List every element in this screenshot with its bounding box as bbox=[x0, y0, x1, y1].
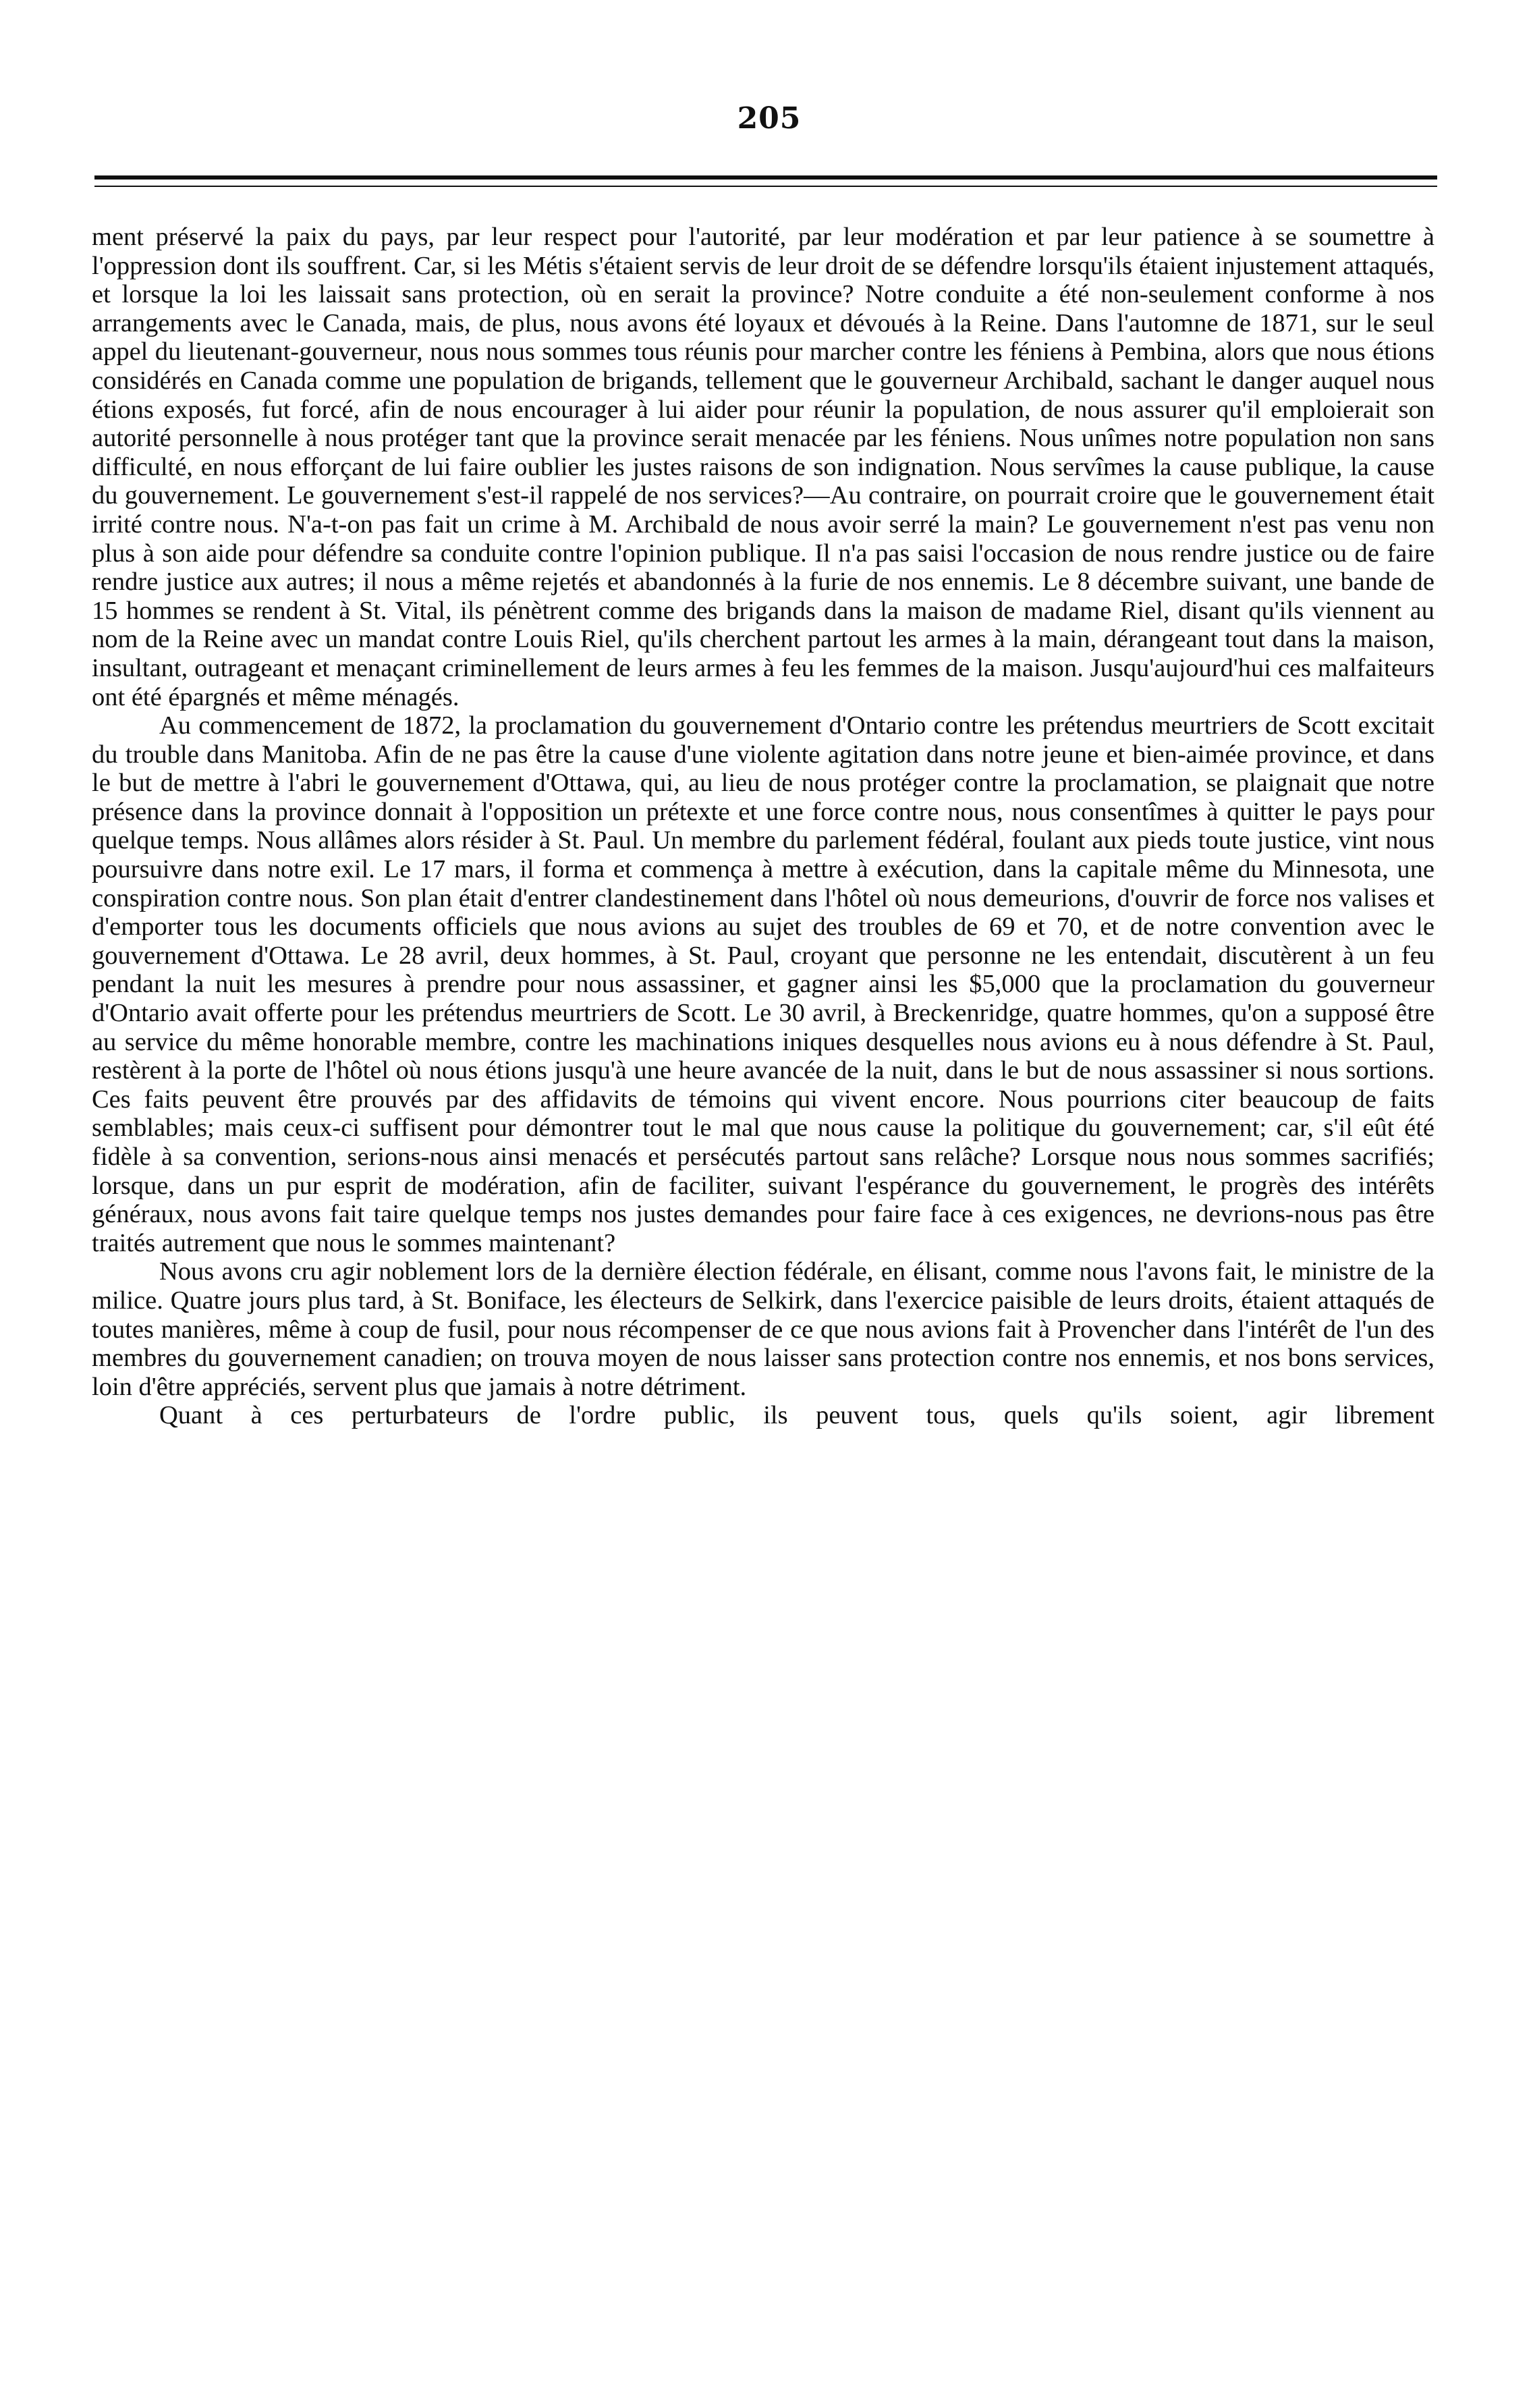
paragraph-2: Au commencement de 1872, la proclamation du gouvernement d'Ontario contre les prétendus meurtriers de Scott excitait du trouble dans Manitoba. Afin de ne pas être la cause d'une violente agitation dans notre jeune et bien-aimée province, et dans le but de mettre à l'abri le gouvernement d'Ottawa, qui, au lieu de nous protéger contre la proclamation, se plaignait que notre présence dans la province donnait à l'opposition un prétexte et une force contre nous, nous consentîmes à quitter le pays pour quelque temps. Nous allâmes alors résider à St. Paul. Un membre du parlement fédéral, foulant aux pieds toute justice, vint nous poursuivre dans notre exil. Le 17 mars, il forma et commença à mettre à exécution, dans la capitale même du Minnesota, une conspiration contre nous. Son plan était d'entrer clandestinement dans l'hôtel où nous demeurions, d'ouvrir de force nos valises et d'emporter tous les documents officiels que nous avions au sujet des troubles de 69 et 70, et de notre convention avec le gouvernement d'Ottawa. Le 28 avril, deux hommes, à St. Paul, croyant que personne ne les entendait, discutèrent à un feu pendant la nuit les mesures à prendre pour nous assassiner, et gagner ainsi les $5,000 que la proclamation du gouverneur d'Ontario avait offerte pour les prétendus meurtriers de Scott. Le 30 avril, à Breckenridge, quatre hommes, qu'on a supposé être au service du même honorable membre, contre les machinations iniques desquelles nous avions eu à nous défendre à St. Paul, restèrent à la porte de l'hôtel où nous étions jusqu'à une heure avancée de la nuit, dans le but de nous assassiner si nous sortions. Ces faits peuvent être prouvés par des affidavits de témoins qui vivent encore. Nous pourrions citer beaucoup de faits semblables; mais ceux-ci suffisent pour démontrer tout le mal que nous cause la politique du gouvernement; car, s'il eût été fidèle à sa convention, serions-nous ainsi menacés et persécutés partout sans relâche? Lorsque nous nous sommes sacrifiés; lorsque, dans un pur esprit de modération, afin de faciliter, suivant l'espérance du gouvernement, le progrès des intérêts généraux, nous avons fait taire quelque temps nos justes demandes pour faire face à ces exigences, ne devrions-nous pas être traités autrement que nous le sommes maintenant? bbox=[92, 711, 1434, 1257]
paragraph-3: Nous avons cru agir noblement lors de la dernière élection fédérale, en élisant, comme nous l'avons fait, le ministre de la milice. Quatre jours plus tard, à St. Boniface, les électeurs de Selkirk, dans l'exercice paisible de leurs droits, étaient attaqués de toutes manières, même à coup de fusil, pour nous récompenser de ce que nous avions fait à Provencher dans l'intérêt de l'un des membres du gouvernement canadien; on trouva moyen de nous laisser sans protection contre nos ennemis, et nos bons services, loin d'être appréciés, servent plus que jamais à notre détriment. bbox=[92, 1257, 1434, 1401]
paragraph-1: ment préservé la paix du pays, par leur respect pour l'autorité, par leur modération et par leur patience à se soumettre à l'oppression dont ils souffrent. Car, si les Métis s'étaient servis de leur droit de se défendre lorsqu'ils étaient injustement attaqués, et lorsque la loi les laissait sans protection, où en serait la province? Notre conduite a été non-seulement conforme à nos arrangements avec le Canada, mais, de plus, nous avons été loyaux et dévoués à la Reine. Dans l'automne de 1871, sur le seul appel du lieutenant-gouverneur, nous nous sommes tous réunis pour marcher contre les féniens à Pembina, alors que nous étions considérés en Canada comme une population de brigands, tellement que le gouverneur Archibald, sachant le danger auquel nous étions exposés, fut forcé, afin de nous encourager à lui aider pour réunir la population, de nous assurer qu'il emploierait son autorité personnelle à nous protéger tant que la province serait menacée par les féniens. Nous unîmes notre population non sans difficulté, en nous efforçant de lui faire oublier les justes raisons de son indignation. Nous servîmes la cause publique, la cause du gouvernement. Le gouvernement s'est-il rappelé de nos services?—Au contraire, on pourrait croire que le gouvernement était irrité contre nous. N'a-t-on pas fait un crime à M. Archibald de nous avoir serré la main? Le gouvernement n'est pas venu non plus à son aide pour défendre sa conduite contre l'opinion publique. Il n'a pas saisi l'occasion de nous rendre justice ou de faire rendre justice aux autres; il nous a même rejetés et abandonnés à la furie de nos ennemis. Le 8 décembre suivant, une bande de 15 hommes se rendent à St. Vital, ils pénètrent comme des brigands dans la maison de madame Riel, disant qu'ils viennent au nom de la Reine avec un mandat contre Louis Riel, qu'ils cherchent partout les armes à la main, dérangeant tout dans la maison, insultant, outrageant et menaçant criminellement de leurs armes à feu les femmes de la maison. Jusqu'aujourd'hui ces malfaiteurs ont été épargnés et même ménagés. bbox=[92, 223, 1434, 711]
header-rule-thin bbox=[94, 186, 1437, 187]
body-text bbox=[92, 223, 1434, 1430]
page-number: 205 bbox=[737, 101, 802, 136]
paragraph-4: Quant à ces perturbateurs de l'ordre public, ils peuvent tous, quels qu'ils soient, agir librement bbox=[159, 1401, 1434, 1430]
header-rule-thick bbox=[94, 175, 1437, 180]
